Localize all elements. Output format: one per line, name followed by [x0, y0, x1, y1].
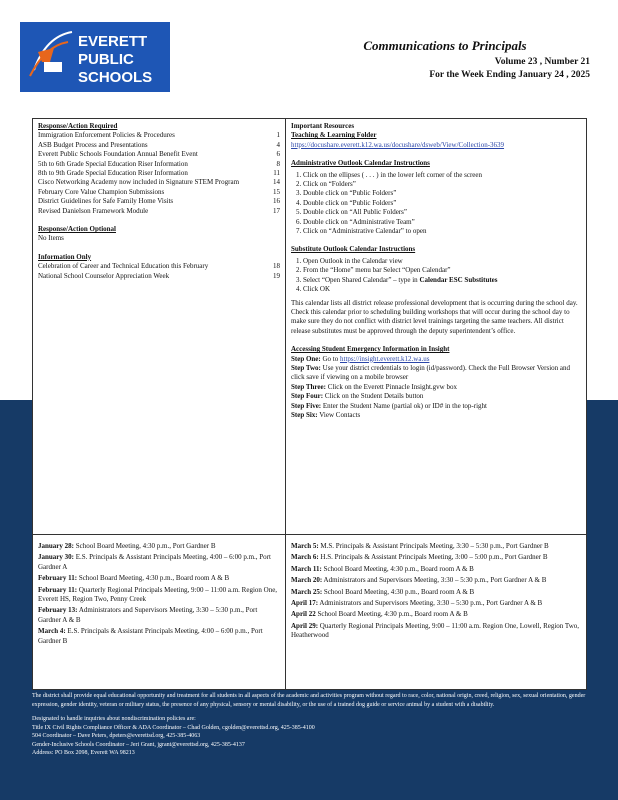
- header: [0, 0, 618, 118]
- left-column: [38, 122, 280, 281]
- event-item: April 22 School Board Meeting, 4:30 p.m., Board room A & B: [291, 610, 468, 619]
- event-item: March 6: H.S. Principals & Assistant Principals Meeting, 3:00 – 5:00 p.m., Port Gardner B: [291, 553, 548, 562]
- event-item: March 4: E.S. Principals & Assistant Principals Meeting, 4:00 – 6:00 p.m., Port Gardner B: [38, 627, 263, 645]
- toc-item[interactable]: Cisco Networking Academy now included in Signature STEM Program 14: [38, 178, 280, 187]
- insight-step: Step One: Go to https://insight.everett.k12.wa.us: [291, 354, 430, 363]
- docushare-link[interactable]: https://docushare.everett.k12.wa.us/docushare/dsweb/View/Collection-3639: [291, 140, 505, 149]
- toc-item[interactable]: District Guidelines for Safe Family Home Visits 16: [38, 197, 280, 206]
- event-item: February 13: Administrators and Supervisors Meeting, 3:30 – 5:30 p.m., Port Gardner A & B: [38, 606, 258, 624]
- events-right: [291, 542, 581, 643]
- substitute-instructions-heading: Substitute Outlook Calendar Instructions: [291, 245, 416, 254]
- events-left: [38, 542, 280, 648]
- event-item: April 17: Administrators and Supervisors Meeting, 3:30 – 5:30 p.m., Port Gardner A & B: [291, 599, 543, 608]
- list-item: 7. Click on “Administrative Calendar” to open: [303, 227, 581, 236]
- insight-step: Step Six: View Contacts: [291, 410, 361, 419]
- substitute-paragraph: This calendar lists all district release professional development that is occurring during the school day. Check this calendar prior to scheduling building workshops that will occur during the school day to make sure they do not conflict with district level trainings targeting the same teachers. All district release substitutes must be approved through the deputy superintendent’s office.: [291, 298, 578, 335]
- toc-item[interactable]: Immigration Enforcement Policies & Procedures 1: [38, 131, 280, 140]
- list-item: 2. Click on “Folders”: [303, 180, 581, 189]
- contact-line: 504 Coordinator – Dave Peters, dpeters@everettsd.org, 425-385-4063: [32, 733, 201, 739]
- toc-item[interactable]: 8th to 9th Grade Special Education Riser Information 11: [38, 169, 280, 178]
- list-item: 4. Click OK: [303, 285, 581, 294]
- event-item: January 28: School Board Meeting, 4:30 p.m., Port Gardner B: [38, 542, 216, 550]
- week-ending: For the Week Ending January 24 , 2025: [429, 70, 590, 80]
- toc-item[interactable]: February Core Value Champion Submissions 15: [38, 187, 280, 196]
- event-item: March 20: Administrators and Supervisors Meeting, 3:30 – 5:30 p.m., Port Gardner A & B: [291, 576, 547, 585]
- district-logo: [20, 22, 170, 92]
- logo-text-3: SCHOOLS: [78, 69, 153, 86]
- logo-text-1: EVERETT: [78, 33, 148, 50]
- insight-step: Step Two: Use your district credentials to login (id/password). Check the Full Browser Version and click save if viewing on a mobile browser: [291, 363, 570, 382]
- volume-number: Volume 23 , Number 21: [494, 57, 590, 67]
- outlook-instructions-heading: Administrative Outlook Calendar Instructions: [291, 159, 430, 168]
- toc-item[interactable]: Celebration of Career and Technical Education this February 18: [38, 262, 280, 271]
- insight-heading: Accessing Student Emergency Information in Insight: [291, 345, 450, 354]
- event-item: March 25: School Board Meeting, 4:30 p.m., Board room A & B: [291, 587, 475, 596]
- event-item: January 30: E.S. Principals & Assistant Principals Meeting, 4:00 – 6:00 p.m., Port Gardner A: [38, 553, 271, 571]
- contact-line: Gender-Inclusive Schools Coordinator – Jeri Grant, jgrant@everettsd.org, 425-385-4137: [32, 741, 245, 748]
- no-items-note: No Items: [38, 234, 64, 243]
- toc-item[interactable]: ASB Budget Process and Presentations 4: [38, 140, 280, 149]
- event-item: April 29: Quarterly Regional Principals Meeting, 9:00 – 11:00 a.m. Region One, Lowell, Region Two, Heatherwood: [291, 621, 580, 640]
- logo-text-2: PUBLIC: [78, 51, 134, 68]
- column-divider: [285, 119, 286, 689]
- information-only-heading: Information Only: [38, 252, 92, 261]
- list-item: 5. Double click on “All Public Folders”: [303, 208, 581, 217]
- toc-item[interactable]: 5th to 6th Grade Special Education Riser Information 8: [38, 159, 280, 168]
- newsletter-title: Communications to Principals: [363, 38, 527, 53]
- outlook-steps: [291, 171, 581, 237]
- response-required-heading: Response/Action Required: [38, 122, 118, 130]
- event-item: February 11: Quarterly Regional Principals Meeting, 9:00 – 11:00 a.m. Region One, Everett HS, Region Two, Penny Creek: [38, 585, 278, 604]
- contact-line: Title IX Civil Rights Compliance Officer & ADA Coordinator – Chad Golden, cgolden@everettsd.org, 425-385-4100: [32, 724, 315, 731]
- list-item: 4. Double click on “Public Folders”: [303, 199, 581, 208]
- teaching-learning-folder: Teaching & Learning Folder: [291, 131, 377, 140]
- event-item: March 11: School Board Meeting, 4:30 p.m., Board room A & B: [291, 564, 474, 573]
- list-item: 2. From the “Home” menu bar Select “Open Calendar”: [303, 266, 581, 275]
- list-item: 1. Click on the ellipses ( . . . ) in the lower left corner of the screen: [303, 171, 581, 180]
- list-item: 6. Double click on “Administrative Team”: [303, 218, 581, 227]
- insight-step: Step Five: Enter the Student Name (partial ok) or ID# in the top-right: [291, 401, 487, 410]
- insight-step: Step Three: Click on the Everett Pinnacle Insight.gvw box: [291, 382, 457, 391]
- designated-contacts-intro: Designated to handle inquiries about nondiscrimination policies are:: [32, 716, 196, 722]
- address-line: Address: PO Box 2098, Everett WA 98213: [32, 750, 135, 756]
- substitute-steps: [291, 257, 581, 295]
- nondiscrimination-statement: The district shall provide equal educational opportunity and treatment for all students in all aspects of the academic and activities program without regard to race, color, national origin, creed, religion, sex, sexual orientation, gender expression, gender identity, veteran or military status, the presence of any physical, sensory or mental disability, or the use of a trained dog guide or service animal by a student with a disability.: [32, 693, 586, 708]
- content-box: [32, 118, 587, 690]
- toc-item[interactable]: Everett Public Schools Foundation Annual Benefit Event 6: [38, 150, 280, 159]
- right-column: [291, 122, 581, 420]
- list-item: 3. Double click on “Public Folders”: [303, 189, 581, 198]
- section-separator: [33, 534, 586, 535]
- toc-item[interactable]: Revised Danielson Framework Module 17: [38, 206, 280, 215]
- footer: [32, 692, 587, 758]
- list-item: 3. Select “Open Shared Calendar” – type in Calendar ESC Substitutes: [303, 276, 581, 285]
- important-resources-heading: Important Resources: [291, 122, 355, 130]
- list-item: 1. Open Outlook in the Calendar view: [303, 257, 581, 266]
- insight-step: Step Four: Click on the Student Details button: [291, 392, 424, 401]
- insight-link[interactable]: https://insight.everett.k12.wa.us: [340, 354, 430, 363]
- event-item: March 5: M.S. Principals & Assistant Principals Meeting, 3:30 – 5:30 p.m., Port Gardner B: [291, 542, 549, 550]
- toc-item[interactable]: National School Counselor Appreciation Week 19: [38, 271, 280, 280]
- response-optional-heading: Response/Action Optional: [38, 225, 116, 234]
- event-item: February 11: School Board Meeting, 4:30 p.m., Board room A & B: [38, 574, 230, 583]
